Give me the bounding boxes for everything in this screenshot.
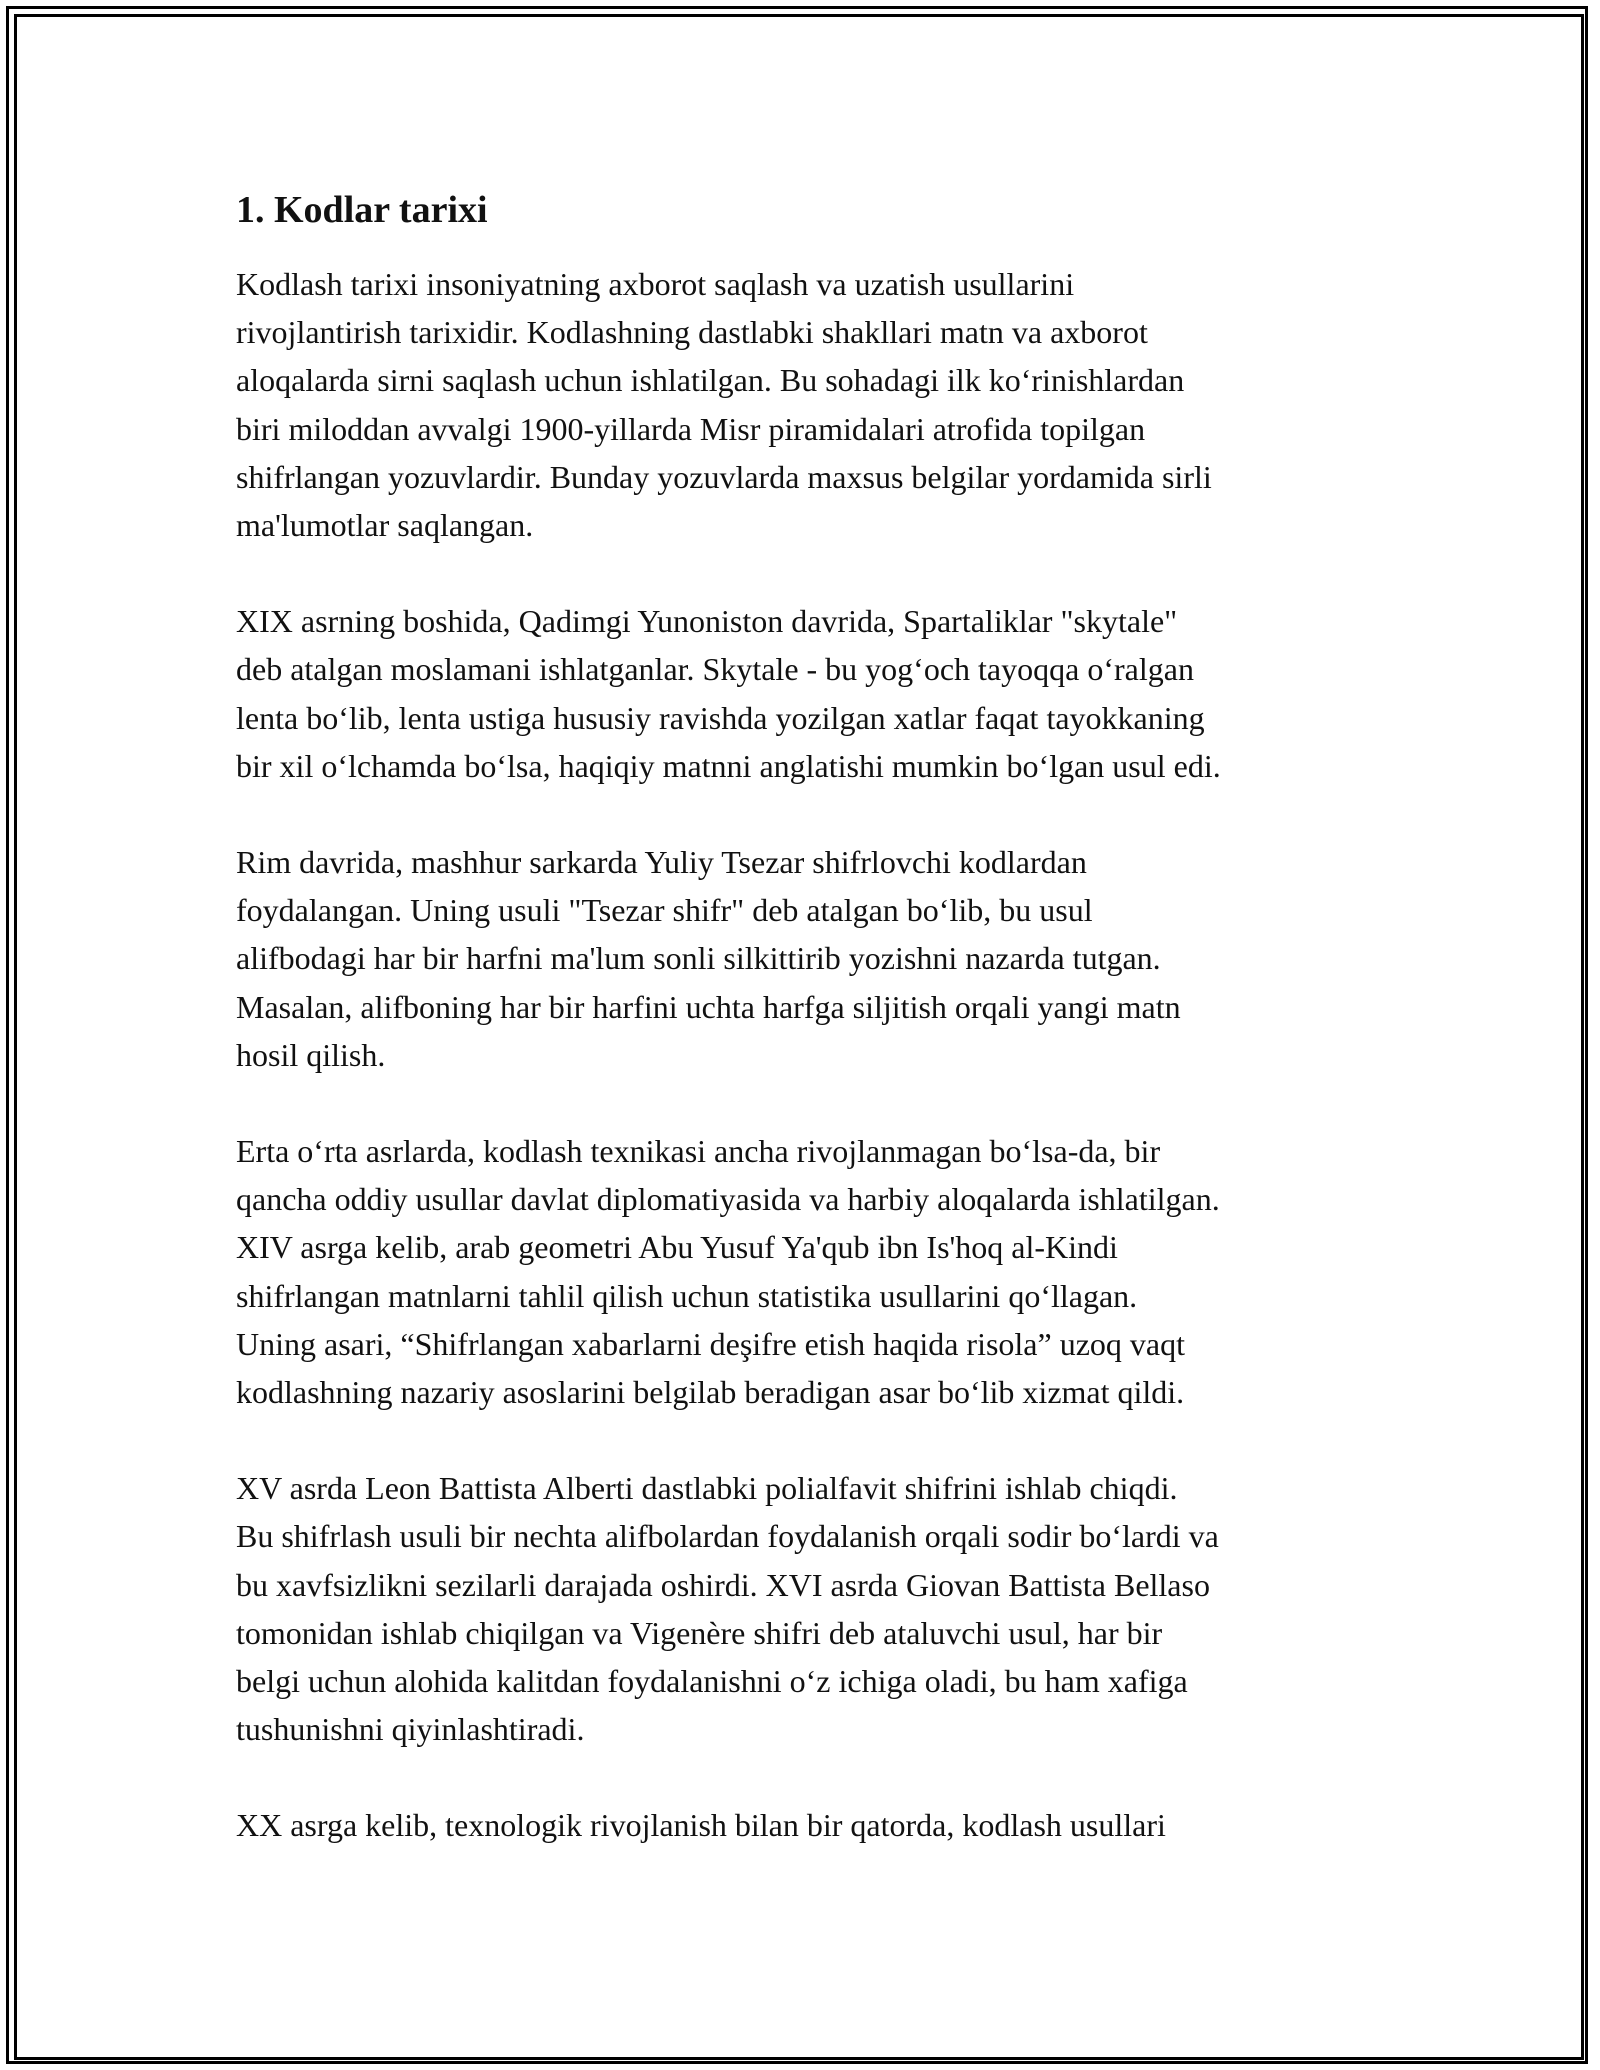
page-title: 1. Kodlar tarixi bbox=[236, 189, 488, 231]
paragraph-1: Kodlash tarixi insoniyatning axborot saqlash va uzatish usullarini rivojlantirish tarixidir. Kodlashning dastlabki shakllari matn va axborot aloqalarda sirni saqlash uchun ishlatilgan. Bu sohadagi ilk koʻrinishlardan biri miloddan avvalgi 1900-yillarda Misr piramidalari atrofida topilgan shifrlangan yozuvlardir. Bunday yozuvlarda maxsus belgilar yordamida sirli ma'lumotlar saqlangan. bbox=[236, 266, 1212, 544]
paragraph-5: XV asrda Leon Battista Alberti dastlabki polialfavit shifrini ishlab chiqdi. Bu shifrlash usuli bir nechta alifbolardan foydalanish orqali sodir boʻlardi va bu xavfsizlikni sezilarli darajada oshirdi. XVI asrda Giovan Battista Bellaso tomonidan ishlab chiqilgan va Vigenère shifri deb ataluvchi usul, har bir belgi uchun alohida kalitdan foydalanishni oʻz ichiga oladi, bu ham xafiga tushunishni qiyinlashtiradi. bbox=[236, 1470, 1219, 1748]
paragraph-2: XIX asrning boshida, Qadimgi Yunoniston davrida, Spartaliklar "skytale" deb atalgan moslamani ishlatganlar. Skytale - bu yogʻoch tayoqqa oʻralgan lenta boʻlib, lenta ustiga hususiy ravishda yozilgan xatlar faqat tayokkaning bir xil oʻlchamda boʻlsa, haqiqiy matnni anglatishi mumkin boʻlgan usul edi. bbox=[236, 603, 1221, 784]
document-body bbox=[236, 186, 1376, 1898]
paragraph-4: Erta oʻrta asrlarda, kodlash texnikasi ancha rivojlanmagan boʻlsa-da, bir qancha oddiy usullar davlat diplomatiyasida va harbiy aloqalarda ishlatilgan. XIV asrga kelib, arab geometri Abu Yusuf Ya'qub ibn Is'hoq al-Kindi shifrlangan matnlarni tahlil qilish uchun statistika usullarini qoʻllagan. Uning asari, “Shifrlangan xabarlarni deşifre etish haqida risola” uzoq vaqt kodlashning nazariy asoslarini belgilab beradigan asar boʻlib xizmat qildi. bbox=[236, 1133, 1220, 1411]
paragraph-3: Rim davrida, mashhur sarkarda Yuliy Tsezar shifrlovchi kodlardan foydalangan. Uning usuli "Tsezar shifr" deb atalgan boʻlib, bu usul alifbodagi har bir harfni ma'lum sonli silkittirib yozishni nazarda tutgan. Masalan, alifboning har bir harfini uchta harfga siljitish orqali yangi matn hosil qilish. bbox=[236, 844, 1181, 1073]
paragraph-6: XX asrga kelib, texnologik rivojlanish bilan bir qatorda, kodlash usullari bbox=[236, 1807, 1166, 1844]
